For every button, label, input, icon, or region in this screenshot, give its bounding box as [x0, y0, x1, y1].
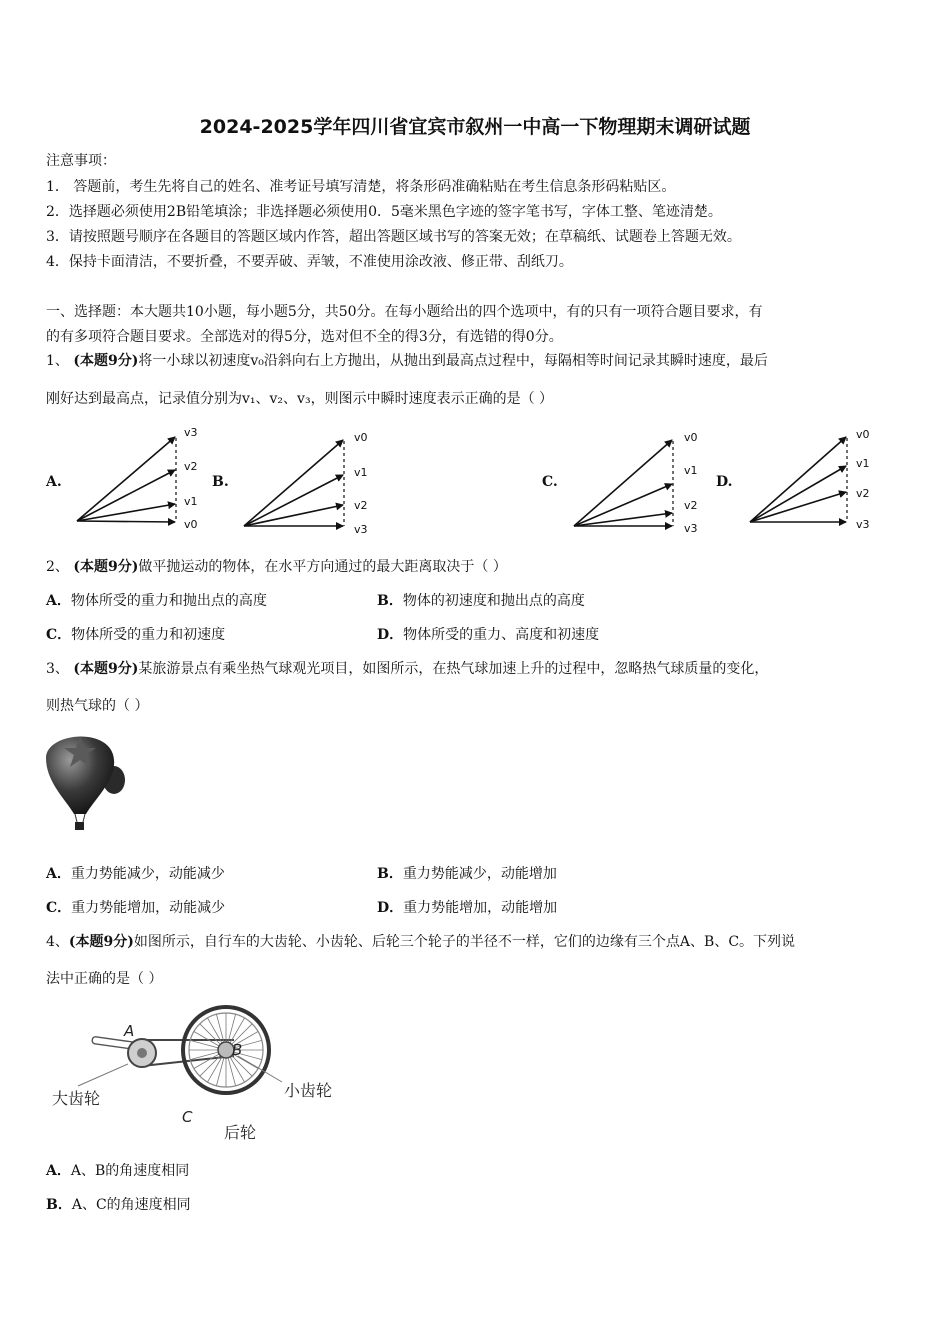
diagram-d-label-v3: v3 — [856, 518, 870, 531]
q3-option-c: C．重力势能增加，动能减少 — [46, 900, 226, 916]
q2-tag: (本题9分) — [73, 559, 139, 575]
q1-vector-diagrams — [0, 420, 950, 545]
q1-label-c: C. — [542, 474, 558, 490]
q3-tag: (本题9分) — [73, 661, 139, 677]
q4-line2: 法中正确的是（ ） — [46, 971, 163, 987]
small-gear-label: 小齿轮 — [284, 1081, 333, 1100]
point-a-label: A — [124, 1022, 135, 1040]
q2-number: 2、 — [46, 559, 69, 575]
diagram-c-vector-v0 — [574, 440, 672, 526]
q1-number: 1、 — [46, 353, 69, 369]
q1-label-d: D. — [716, 474, 733, 490]
q4-line1 — [46, 932, 795, 952]
diagram-c-label-v2: v2 — [684, 499, 698, 512]
diagram-d-vector-v2 — [750, 492, 846, 522]
diagram-d-vector-v1 — [750, 466, 846, 522]
q2-option-b: B．物体的初速度和抛出点的高度 — [377, 593, 585, 609]
notice-item-1: 1． 答题前，考生先将自己的姓名、准考证号填写清楚，将条形码准确粘贴在考生信息条形码粘贴区。 — [46, 179, 676, 195]
q1-tag: (本题9分) — [73, 353, 139, 369]
diagram-b — [244, 440, 344, 526]
hot-air-balloon-image — [40, 722, 132, 834]
diagram-c-label-v1: v1 — [684, 464, 698, 477]
q1-line1 — [46, 351, 768, 371]
diagram-a — [77, 437, 176, 522]
q4-number: 4、 — [46, 934, 69, 950]
diagram-c — [574, 440, 673, 526]
q2-option-d: D．物体所受的重力、高度和初速度 — [377, 627, 600, 643]
page-title: 2024-2025学年四川省宜宾市叙州一中高一下物理期末调研试题 — [199, 116, 751, 138]
q1-stem-1: 将一小球以初速度v₀沿斜向右上方抛出，从抛出到最高点过程中，每隔相等时间记录其瞬时速度，最后 — [138, 353, 768, 369]
diagram-d-vector-v0 — [750, 437, 846, 522]
notice-item-3: 3．请按照题号顺序在各题目的答题区域内作答，超出答题区域书写的答案无效；在草稿纸、试题卷上答题无效。 — [46, 229, 741, 245]
q4-tag: (本题9分) — [68, 934, 134, 950]
q1-label-a: A. — [46, 474, 62, 490]
diagram-d-label-v1: v1 — [856, 457, 870, 470]
q2-option-c: C．物体所受的重力和初速度 — [46, 627, 226, 643]
diagram-a-label-v2: v2 — [184, 460, 198, 473]
q2-option-a: A．物体所受的重力和抛出点的高度 — [46, 593, 267, 609]
notice-item-4: 4．保持卡面清洁，不要折叠，不要弄破、弄皱，不准使用涂改液、修正带、刮纸刀。 — [46, 254, 573, 270]
diagram-a-vector-v2 — [77, 470, 175, 521]
section-intro-line1: 一、选择题：本大题共10小题，每小题5分，共50分。在每小题给出的四个选项中，有的只有一项符合题目要求，有 — [46, 304, 763, 320]
diagram-c-label-v3: v3 — [684, 522, 698, 535]
diagram-b-label-v2: v2 — [354, 499, 368, 512]
q3-line1 — [46, 659, 768, 679]
q4-stem-1: 如图所示，自行车的大齿轮、小齿轮、后轮三个轮子的半径不一样，它们的边缘有三个点A、B、C。下列说 — [133, 934, 796, 950]
diagram-d-label-v0: v0 — [856, 428, 870, 441]
diagram-b-label-v0: v0 — [354, 431, 368, 444]
diagram-a-label-v3: v3 — [184, 426, 198, 439]
notice-heading: 注意事项： — [46, 153, 116, 169]
big-gear-label: 大齿轮 — [52, 1089, 101, 1108]
q3-option-d: D．重力势能增加，动能增加 — [377, 900, 558, 916]
diagram-c-label-v0: v0 — [684, 431, 698, 444]
q2-stem-text: 做平抛运动的物体，在水平方向通过的最大距离取决于（ ） — [138, 559, 507, 575]
notice-item-2: 2．选择题必须使用2B铅笔填涂；非选择题必须使用0．5毫米黑色字迹的签字笔书写，字体工整、笔迹清楚。 — [46, 204, 722, 220]
q4-option-a: A．A、B的角速度相同 — [46, 1163, 190, 1179]
diagram-a-vector-v0 — [77, 521, 175, 522]
q3-number: 3、 — [46, 661, 69, 677]
q3-option-a: A．重力势能减少，动能减少 — [46, 866, 225, 882]
diagram-b-label-v1: v1 — [354, 466, 368, 479]
diagram-a-label-v0: v0 — [184, 518, 198, 531]
diagram-d-label-v2: v2 — [856, 487, 870, 500]
q4-option-b: B．A、C的角速度相同 — [46, 1197, 191, 1213]
q3-stem-1: 某旅游景点有乘坐热气球观光项目，如图所示，在热气球加速上升的过程中，忽略热气球质量的变化， — [138, 661, 769, 677]
q2-stem — [46, 557, 507, 577]
q1-label-b: B. — [212, 474, 229, 490]
diagram-b-vector-v2 — [244, 505, 343, 526]
diagram-a-vector-v3 — [77, 437, 175, 521]
point-b-label: B — [232, 1041, 243, 1059]
q3-option-b: B．重力势能减少，动能增加 — [377, 866, 557, 882]
diagram-b-label-v3: v3 — [354, 523, 368, 536]
rear-wheel-label: 后轮 — [224, 1123, 257, 1142]
q1-line2: 刚好达到最高点，记录值分别为v₁、v₂、v₃，则图示中瞬时速度表示正确的是（ ） — [46, 391, 554, 407]
q3-line2: 则热气球的（ ） — [46, 698, 149, 714]
section-intro-line2: 的有多项符合题目要求。全部选对的得5分，选对但不全的得3分，有选错的得0分。 — [46, 329, 563, 345]
diagram-a-label-v1: v1 — [184, 495, 198, 508]
point-c-label: C — [182, 1108, 193, 1126]
bicycle-gear-figure — [48, 1000, 343, 1148]
diagram-d — [750, 437, 847, 522]
